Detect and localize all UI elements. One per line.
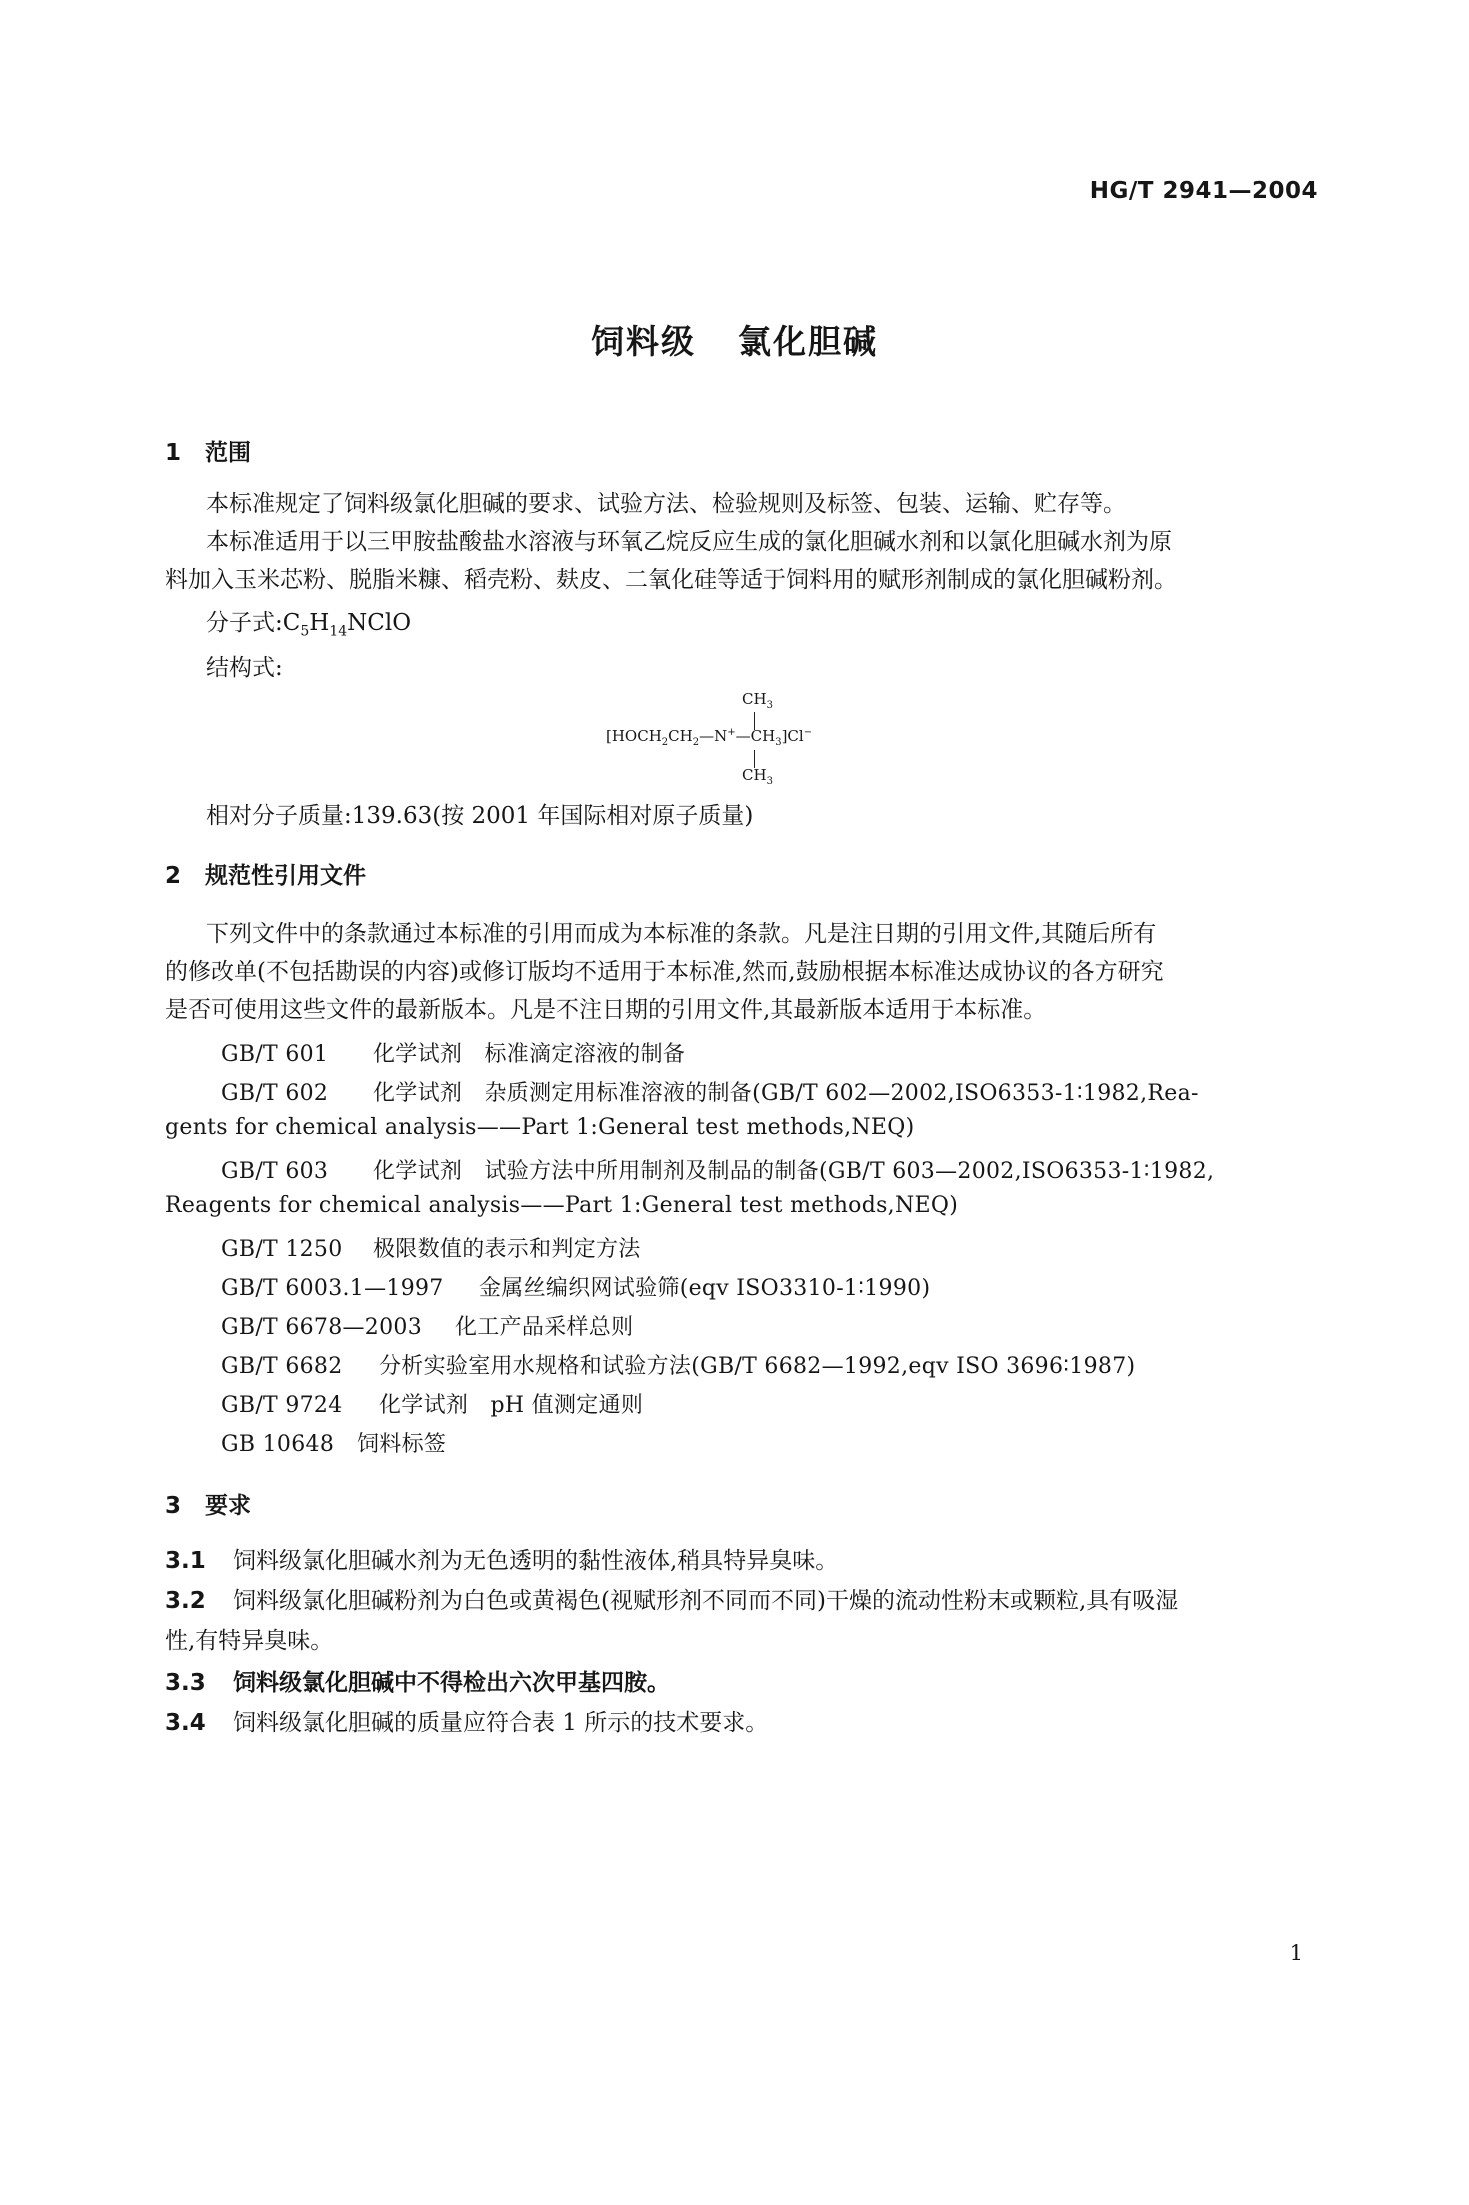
reference-title: 化学试剂 试验方法中所用制剂及制品的制备(GB/T 603—2002,ISO6353-1∶1982, [373,1159,1215,1184]
references-intro-line-2: 的修改单(不包括勘误的内容)或修订版均不适用于本标准,然而,鼓励根据本标准达成协议的各方研究 [165,959,1164,985]
reference-continuation [165,1193,958,1218]
reference-item [221,1232,641,1263]
requirement-number: 3.1 [165,1548,206,1574]
requirement-item [165,1664,1315,1702]
reference-title: gents for chemical analysis——Part 1:General test methods,NEQ) [165,1115,915,1140]
reference-title: 饲料标签 [357,1432,447,1457]
struct-end-sup: − [803,727,813,738]
molecular-mass: 相对分子质量:139.63(按 2001 年国际相对原子质量) [206,803,754,829]
title-part-1: 饲料级 [591,322,696,361]
references-intro-line-1: 下列文件中的条款通过本标准的引用而成为本标准的条款。凡是注日期的引用文件,其随后所有 [206,921,1157,947]
formula-c: C [282,610,301,636]
reference-code: GB/T 6678—2003 [221,1315,422,1340]
reference-title: 金属丝编织网试验筛(eqv ISO3310-1∶1990) [479,1276,931,1301]
struct-end: ]Cl [781,727,804,745]
requirement-item [165,1582,1315,1620]
section-2-title: 规范性引用文件 [205,863,366,889]
reference-title: 分析实验室用水规格和试验方法(GB/T 6682—1992,eqv ISO 3696∶1987) [379,1354,1136,1379]
standard-number: HG/T 2941—2004 [1089,178,1318,204]
section-1-heading [165,434,251,467]
title-part-2: 氯化胆碱 [738,322,878,361]
reference-code: GB/T 601 [221,1042,329,1067]
section-1-title: 范围 [205,440,251,466]
scope-paragraph-2-line-1: 本标准适用于以三甲胺盐酸盐水溶液与环氧乙烷反应生成的氯化胆碱水剂和以氯化胆碱水剂为原 [206,529,1172,555]
reference-continuation [165,1115,915,1140]
section-3-title: 要求 [205,1493,251,1519]
structure-label: 结构式: [206,655,283,681]
requirement-number: 3.4 [165,1710,206,1736]
reference-title: 化学试剂 杂质测定用标准溶液的制备(GB/T 602—2002,ISO6353-1∶1982,Rea- [373,1081,1199,1106]
requirement-item [165,1542,1315,1580]
page-number: 1 [1289,1941,1303,1965]
reference-code: GB/T 602 [221,1081,329,1106]
reference-item [221,1388,643,1419]
section-2-number: 2 [165,863,182,889]
page-title [0,316,1469,363]
reference-title: 化学试剂 标准滴定溶液的制备 [373,1042,686,1067]
struct-top-sub: 3 [766,700,773,711]
struct-sub-2: 2 [692,737,700,748]
struct-top: CH [742,690,767,708]
struct-sub-1: 2 [661,737,669,748]
reference-item [221,1310,633,1341]
struct-top-group [742,690,773,711]
reference-title: 化学试剂 pH 值测定通则 [379,1393,644,1418]
section-2-heading [165,857,366,890]
formula-c-sub: 5 [300,623,310,640]
reference-code: GB/T 1250 [221,1237,343,1262]
references-intro-line-3: 是否可使用这些文件的最新版本。凡是不注日期的引用文件,其最新版本适用于本标准。 [165,997,1047,1023]
formula-label: 分子式: [206,610,283,636]
struct-mid: CH [668,727,693,745]
reference-title: 化工产品采样总则 [455,1315,634,1340]
section-3-number: 3 [165,1493,182,1519]
scope-paragraph-2-line-2: 料加入玉米芯粉、脱脂米糠、稻壳粉、麸皮、二氧化硅等适于饲料用的赋形剂制成的氯化胆碱粉剂。 [165,567,1177,593]
reference-title: Reagents for chemical analysis——Part 1:General test methods,NEQ) [165,1193,959,1218]
struct-n-sup: + [727,727,736,738]
reference-title: 极限数值的表示和判定方法 [373,1237,641,1262]
requirement-number: 3.2 [165,1588,206,1614]
struct-main-line [606,727,812,748]
requirement-text: 性,有特异臭味。 [165,1628,334,1654]
section-3-heading [165,1487,251,1520]
requirement-continuation [165,1622,1315,1660]
section-1-number: 1 [165,440,182,466]
struct-n: —N [699,727,728,745]
reference-code: GB/T 6682 [221,1354,343,1379]
struct-bottom: CH [742,766,767,784]
formula-h: H [309,610,330,636]
struct-right: —CH [735,727,776,745]
reference-code: GB 10648 [221,1432,335,1457]
reference-item [221,1076,1199,1107]
reference-item [221,1427,446,1458]
requirement-number: 3.3 [165,1670,206,1696]
requirement-text: 饲料级氯化胆碱中不得检出六次甲基四胺。 [233,1669,670,1696]
reference-item [221,1154,1214,1185]
reference-item [221,1271,930,1302]
formula-h-sub: 14 [329,623,348,640]
struct-bottom-sub: 3 [766,776,773,787]
scope-paragraph-1: 本标准规定了饲料级氯化胆碱的要求、试验方法、检验规则及标签、包装、运输、贮存等。 [206,491,1126,517]
reference-item [221,1037,685,1068]
struct-sub-3: 3 [775,737,782,748]
struct-left: [HOCH [606,727,662,745]
reference-item [221,1349,1135,1380]
requirement-text: 饲料级氯化胆碱的质量应符合表 1 所示的技术要求。 [233,1710,769,1736]
reference-code: GB/T 9724 [221,1393,343,1418]
requirement-item [165,1704,1315,1742]
requirement-text: 饲料级氯化胆碱粉剂为白色或黄褐色(视赋形剂不同而不同)干燥的流动性粉末或颗粒,具有吸湿 [233,1588,1179,1614]
formula-rest: NClO [347,610,412,636]
requirement-text: 饲料级氯化胆碱水剂为无色透明的黏性液体,稍具特异臭味。 [233,1548,839,1574]
reference-code: GB/T 6003.1—1997 [221,1276,444,1301]
struct-bottom-group [742,766,773,787]
molecular-formula [206,604,1356,651]
reference-code: GB/T 603 [221,1159,329,1184]
